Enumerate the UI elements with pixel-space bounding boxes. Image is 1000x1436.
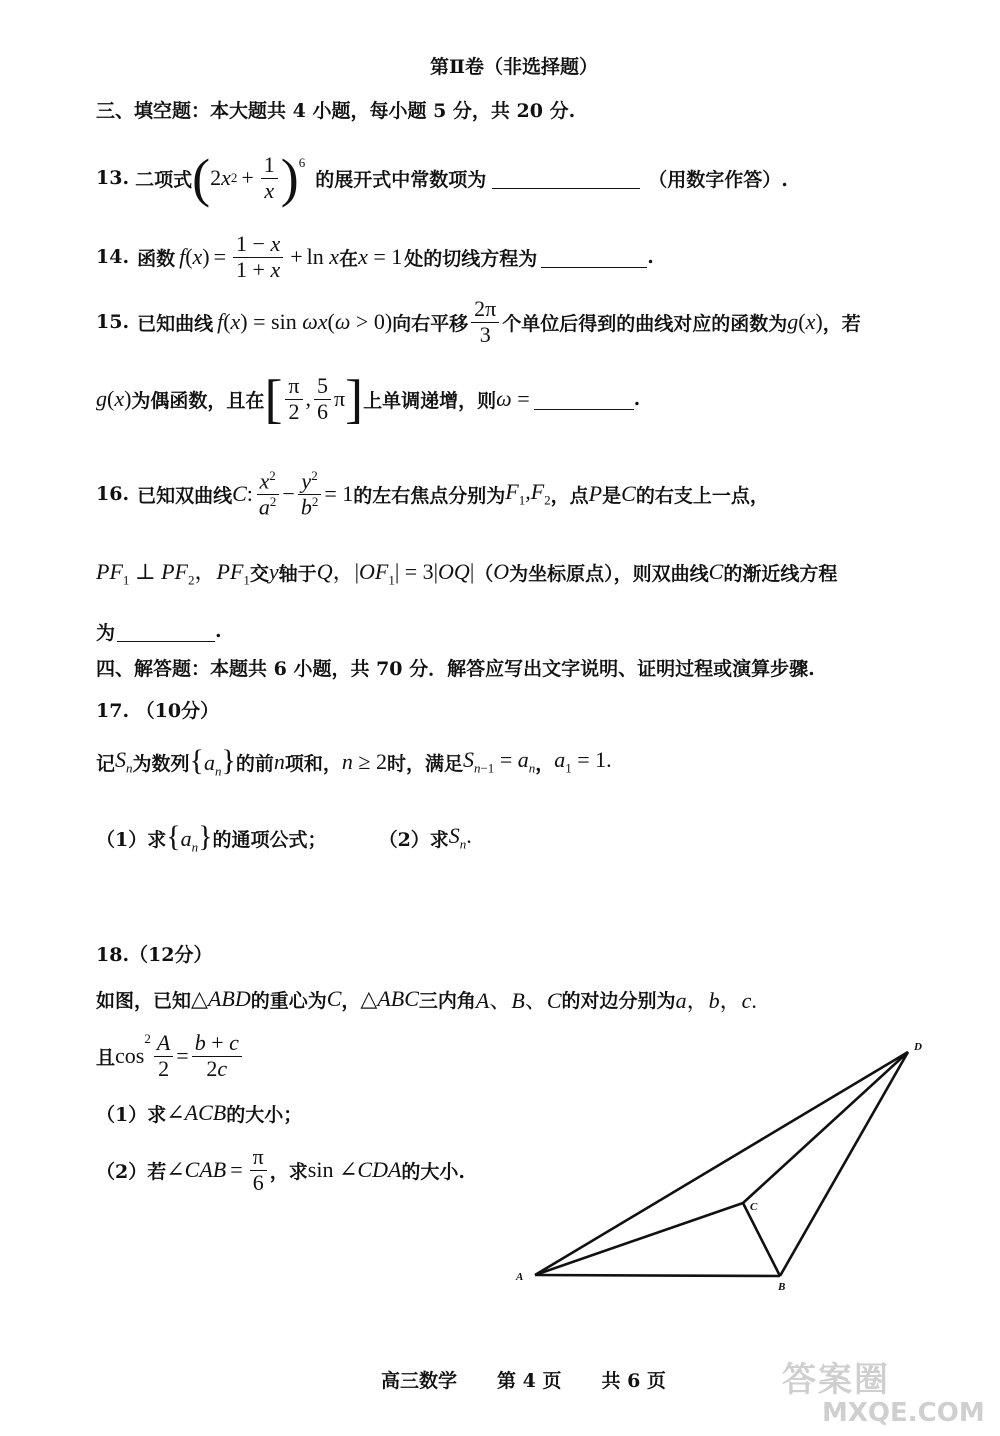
question-text: ，点 bbox=[550, 484, 589, 507]
question-18-condition: 且 cos $^2$ $\frac{A}{2}$ = $\frac{b + c}{2c}$ bbox=[96, 1026, 245, 1086]
question-14: 14. 函数 f ( x ) = $\frac{1 - x}{1 + x}$ + ln x 在 x = 1 处的切线方程为 . bbox=[96, 231, 654, 282]
question-text: 三内角 bbox=[418, 989, 476, 1012]
part-2: （2）求 bbox=[378, 828, 449, 851]
question-number: 15. bbox=[96, 311, 130, 333]
footer-page: 第 4 页 bbox=[497, 1370, 562, 1392]
section-4-heading: 四、解答题：本题共 6 小题，共 70 分．解答应写出文字说明、证明过程或演算步骤. bbox=[96, 658, 815, 680]
question-15-cont: g(x) 为偶函数，且在 [ $\frac{\pi}{2}$ , $\frac{5}{6}$ π ] 上单调递增，则 ω = . bbox=[96, 369, 641, 429]
question-16-cont: $PF_1$ ⊥ $PF_2$，$PF_1$ 交 y 轴于 Q，$|OF_1| = 3|OQ|$ （ O 为坐标原点），则双曲线 C 的渐近线方程 bbox=[96, 559, 838, 588]
question-text: （ bbox=[474, 562, 494, 585]
part-2-text: ，求 bbox=[269, 1160, 308, 1183]
answer-blank[interactable] bbox=[117, 621, 215, 642]
question-text: 的对边分别为 bbox=[561, 989, 676, 1012]
watermark-url: MXQE.COM bbox=[822, 1398, 985, 1428]
question-text: ， bbox=[535, 752, 555, 775]
function-expression: f ( x ) = $\frac{1 - x}{1 + x}$ + ln x bbox=[179, 231, 340, 282]
question-text: ， bbox=[341, 989, 361, 1012]
segment-ab bbox=[535, 1275, 780, 1276]
label-c: C bbox=[750, 1201, 758, 1213]
question-text: 为 bbox=[96, 621, 116, 644]
question-text: 为数列 bbox=[132, 752, 190, 775]
question-text: 且 bbox=[96, 1046, 116, 1069]
question-text: 项和， bbox=[284, 752, 342, 775]
answer-blank[interactable] bbox=[541, 247, 647, 268]
question-text: 已知双曲线 bbox=[137, 484, 233, 507]
question-18: 如图，已知 △ABD 的重心为 C ， △ABC 三内角 A、B、C 的对边分别为 a，b，c. bbox=[96, 986, 757, 1013]
question-text: 的渐近线方程 bbox=[723, 562, 838, 585]
question-text: 为坐标原点），则双曲线 bbox=[509, 562, 709, 585]
question-text: 的右支上一点， bbox=[635, 484, 769, 507]
question-17-parts: （1）求 $\{a_n\}$ 的通项公式； （2）求 $S_n$. bbox=[96, 820, 472, 855]
question-text: 向右平移 bbox=[392, 312, 469, 335]
binomial-expression: ( 2 x 2 + $\frac{1}{x}$ ) $^6$ bbox=[192, 148, 306, 208]
section-3-heading: 三、填空题：本大题共 4 小题，每小题 5 分，共 20 分. bbox=[96, 100, 576, 122]
question-17: 记 $S_n$ 为数列 $\{a_n\}$ 的前 n 项和， n ≥ 2 时，满足 $S_{n-1} = a_n$ ， $a_1 = 1$. bbox=[96, 744, 612, 779]
question-text: 是 bbox=[602, 484, 622, 507]
watermark-logo: 答案圈 bbox=[782, 1360, 890, 1400]
question-text: 为偶函数，且在 bbox=[131, 389, 265, 412]
question-number: 14. bbox=[96, 246, 130, 268]
segment-cd bbox=[743, 1052, 908, 1203]
footer-subject: 高三数学 bbox=[381, 1370, 458, 1392]
question-text: 的重心为 bbox=[250, 989, 327, 1012]
question-13 bbox=[96, 148, 788, 208]
question-text: 二项式 bbox=[135, 168, 193, 191]
question-text: 上单调递增，则 bbox=[363, 389, 497, 412]
part-2: （2）若 bbox=[96, 1160, 167, 1183]
part-1: （1）求 bbox=[96, 828, 167, 851]
label-a: A bbox=[516, 1271, 524, 1283]
question-text: 的前 bbox=[235, 752, 274, 775]
question-18-header: 18.（12分） bbox=[96, 944, 213, 966]
question-15: 15. 已知曲线 f(x) = sin ωx(ω > 0) 向右平移 $\frac{2\pi}{3}$ 个单位后得到的曲线对应的函数为 g(x) ，若 bbox=[96, 296, 861, 347]
question-text: 个单位后得到的曲线对应的函数为 bbox=[502, 312, 788, 335]
segment-cb bbox=[743, 1203, 780, 1276]
question-text: 交 bbox=[249, 562, 269, 585]
question-text: 的左右焦点分别为 bbox=[353, 484, 506, 507]
question-text: 记 bbox=[96, 752, 116, 775]
segment-bd bbox=[780, 1052, 908, 1276]
question-text: 处的切线方程为 bbox=[404, 247, 538, 270]
segment-ad bbox=[535, 1052, 908, 1275]
hyperbola-equation: C : $\frac{x^2}{a^2}$ − $\frac{y^2}{b^2}$ = 1 bbox=[232, 467, 354, 519]
question-text: 的展开式中常数项为 bbox=[315, 168, 487, 191]
question-text: 函数 bbox=[137, 247, 176, 270]
part-1: （1）求 bbox=[96, 1103, 167, 1126]
answer-note: （用数字作答）. bbox=[648, 168, 788, 191]
question-17-header: 17. （10分） bbox=[96, 700, 220, 722]
triangle-figure bbox=[500, 1030, 940, 1300]
label-b: B bbox=[778, 1281, 786, 1293]
question-text: 时，满足 bbox=[386, 752, 463, 775]
question-text: 如图，已知 bbox=[96, 989, 192, 1012]
part-2-text: 的大小. bbox=[401, 1160, 466, 1183]
footer-total: 共 6 页 bbox=[601, 1370, 666, 1392]
question-18-part-1: （1）求 ∠ACB 的大小； bbox=[96, 1100, 303, 1126]
question-text: ，若 bbox=[822, 312, 861, 335]
question-text: 已知曲线 bbox=[137, 312, 214, 335]
interval-expression: [ $\frac{\pi}{2}$ , $\frac{5}{6}$ π ] bbox=[264, 369, 364, 429]
label-d: D bbox=[914, 1041, 922, 1053]
part-1-text: 的大小； bbox=[226, 1103, 303, 1126]
question-text: 在 bbox=[339, 247, 359, 270]
question-number: 13. bbox=[96, 167, 130, 189]
question-16-cont2: 为 . bbox=[96, 616, 222, 646]
question-16: 16. 已知双曲线 C : $\frac{x^2}{a^2}$ − $\frac{y^2}{b^2}$ = 1 的左右焦点分别为 $F_1,F_2$ ，点 P 是 C 的右支上一点， bbox=[96, 467, 769, 519]
question-18-part-2: （2）若 ∠ CAB = $\frac{\pi}{6}$ ，求 sin ∠CDA 的大小. bbox=[96, 1144, 466, 1195]
answer-blank[interactable] bbox=[492, 168, 640, 189]
section-title: 第Ⅱ卷（非选择题） bbox=[430, 56, 599, 78]
question-text: 轴于 bbox=[278, 562, 317, 585]
part-1-text: 的通项公式； bbox=[212, 828, 327, 851]
footer bbox=[381, 1366, 666, 1393]
question-number: 16. bbox=[96, 483, 130, 505]
answer-blank[interactable] bbox=[534, 389, 634, 410]
